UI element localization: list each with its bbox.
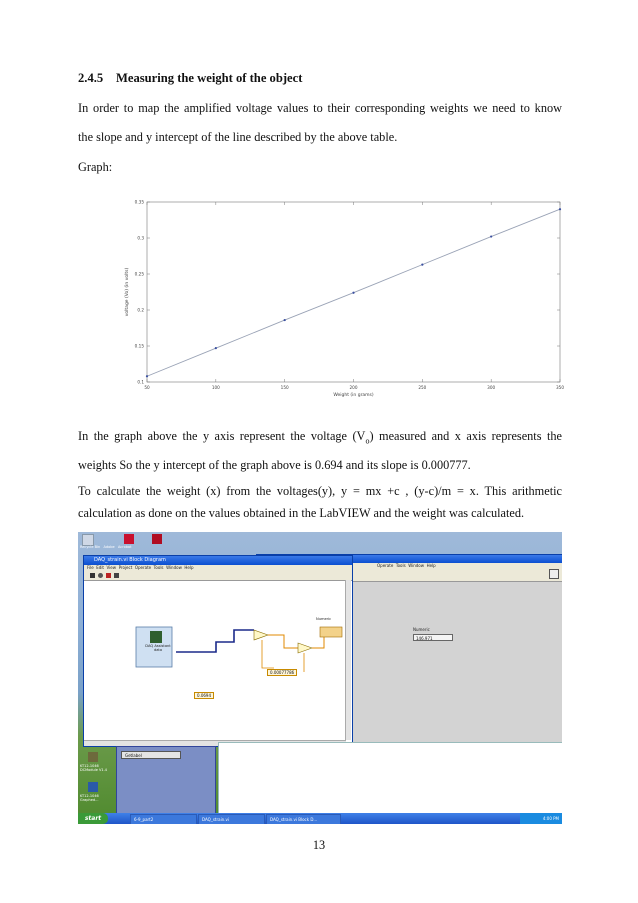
analysis-subscript: o: [365, 436, 370, 446]
numeric-indicator: 146.971: [413, 634, 453, 641]
menu-window-bd[interactable]: Window: [166, 565, 182, 570]
menu-file[interactable]: File: [87, 565, 94, 570]
recycle-bin-label: Recycle Bin: [80, 545, 101, 549]
graph-label: Graph:: [78, 160, 113, 174]
data-point: [215, 347, 217, 349]
analysis-line-2: weights So the y intercept of the graph above is 0.694 and its slope is 0.000777.: [78, 458, 471, 472]
menu-edit[interactable]: Edit: [96, 565, 104, 570]
acrobat-label: Acrobat: [117, 545, 132, 549]
result-wire-1: [268, 635, 298, 648]
y-tick-label: 0.35: [134, 199, 144, 205]
pause-icon[interactable]: [114, 573, 119, 578]
data-point: [490, 235, 492, 237]
page-number: 13: [312, 838, 326, 852]
graph-file-label-2: Graphed...: [80, 798, 99, 802]
menu-tools[interactable]: Tools: [395, 563, 406, 568]
graph-file-icon[interactable]: [88, 782, 98, 792]
section-heading: [78, 71, 562, 86]
voltage-weight-chart: [118, 192, 570, 404]
block-diagram-window[interactable]: [83, 555, 353, 747]
x-tick-label: 50: [144, 385, 150, 390]
x-tick-label: 150: [280, 385, 289, 390]
x-tick-label: 250: [418, 385, 427, 390]
vi-icon: [549, 569, 559, 579]
intro-line-2: the slope and y intercept of the line described by the above table.: [78, 130, 398, 144]
subtract-node: [254, 630, 268, 640]
start-button[interactable]: start: [78, 813, 108, 824]
dialog-list-item[interactable]: Getlabel: [121, 751, 181, 759]
y-tick-label: 0.3: [137, 235, 144, 241]
daq-label-1: DAQ Assistant: [145, 644, 171, 648]
section-number: 2.4.5: [78, 71, 104, 85]
adobe-icon[interactable]: [124, 534, 134, 544]
menu-help-bd[interactable]: Help: [184, 565, 194, 570]
const-c-wire: [262, 640, 274, 668]
data-wire: [176, 630, 254, 652]
block-diagram-canvas: [84, 580, 346, 740]
x-tick-label: 100: [211, 385, 220, 390]
dc-module-icon[interactable]: [88, 752, 98, 762]
dc-module-label-1: KT12-1046: [80, 764, 99, 768]
dc-module-label-2: DCModule V1.4: [80, 768, 107, 772]
daq-assistant-label: [140, 644, 176, 652]
x-tick-label: 200: [349, 385, 358, 390]
divide-node: [298, 643, 312, 653]
run-arrow-icon[interactable]: [90, 573, 95, 578]
y-tick-label: 0.1: [137, 379, 144, 385]
abort-icon[interactable]: [106, 573, 111, 578]
acrobat-icon[interactable]: [152, 534, 162, 544]
numeric-indicator-label: Numeric: [413, 627, 430, 632]
x-tick-label: 300: [487, 385, 496, 390]
y-axis-label: voltage (Vo) (in volts): [125, 267, 130, 317]
analysis-line-1: [78, 429, 562, 448]
calc-line-1: To calculate the weight (x) from the voltages(y), y = mx +c , (y-c)/m = x. This arithmetic: [78, 484, 562, 498]
run-continuous-icon[interactable]: [98, 573, 103, 578]
menu-view[interactable]: View: [106, 565, 117, 570]
graph-file-label: [80, 794, 99, 802]
intercept-constant[interactable]: 0.0694: [194, 692, 214, 699]
analysis-text-a: In the graph above the y axis represent the voltage (V: [78, 429, 366, 443]
analysis-text-b: ) measured and x axis represents the: [369, 429, 562, 443]
block-diagram-titlebar[interactable]: DAQ_strain.vi Block Diagram: [84, 556, 352, 565]
data-point: [146, 375, 148, 377]
intro-line-1: In order to map the amplified voltage values to their corresponding weights we need to know: [78, 101, 562, 115]
menu-window[interactable]: Window: [408, 563, 425, 568]
menu-tools-bd[interactable]: Tools: [153, 565, 164, 570]
daq-assistant-icon: [150, 631, 162, 643]
calc-line-2: calculation as done on the values obtained in the LabVIEW and the weight was calculated.: [78, 506, 525, 520]
graph-file-label-1: KT12-1046: [80, 794, 99, 798]
labview-screenshot: [78, 532, 562, 824]
data-point: [284, 319, 286, 321]
y-tick-label: 0.2: [137, 307, 144, 313]
y-tick-label: 0.25: [134, 271, 144, 277]
taskbar-button-1[interactable]: 6-9_part2: [130, 814, 197, 824]
system-tray-clock: 4:00 PM: [520, 813, 562, 824]
slope-constant[interactable]: 0.00077786: [267, 669, 297, 676]
x-tick-label: 350: [556, 385, 564, 390]
dc-module-label: [80, 764, 107, 772]
menu-operate[interactable]: Operate: [377, 563, 394, 568]
lower-white-panel: [218, 742, 562, 814]
menu-help[interactable]: Help: [426, 563, 436, 568]
daq-label-2: data: [153, 648, 163, 652]
dialog-panel: [116, 746, 216, 814]
y-tick-label: 0.15: [134, 343, 144, 349]
data-point: [421, 264, 423, 266]
desktop-icon-labels: [80, 545, 131, 549]
taskbar-button-3[interactable]: DAQ_strain.vi Block D...: [266, 814, 341, 824]
x-axis-label: Weight (in grams): [333, 393, 374, 398]
data-point: [559, 208, 561, 210]
numeric-bd-label: Numeric: [316, 617, 332, 621]
menu-project[interactable]: Project: [118, 565, 133, 570]
adobe-label: Adobe: [103, 545, 115, 549]
menu-operate-bd[interactable]: Operate: [134, 565, 152, 570]
numeric-indicator-bd: [320, 627, 342, 637]
windows-taskbar: [78, 813, 562, 824]
taskbar-button-2[interactable]: DAQ_strain.vi: [198, 814, 265, 824]
section-title: Measuring the weight of the object: [116, 71, 303, 85]
series-group: [146, 208, 561, 377]
data-point: [352, 292, 354, 294]
